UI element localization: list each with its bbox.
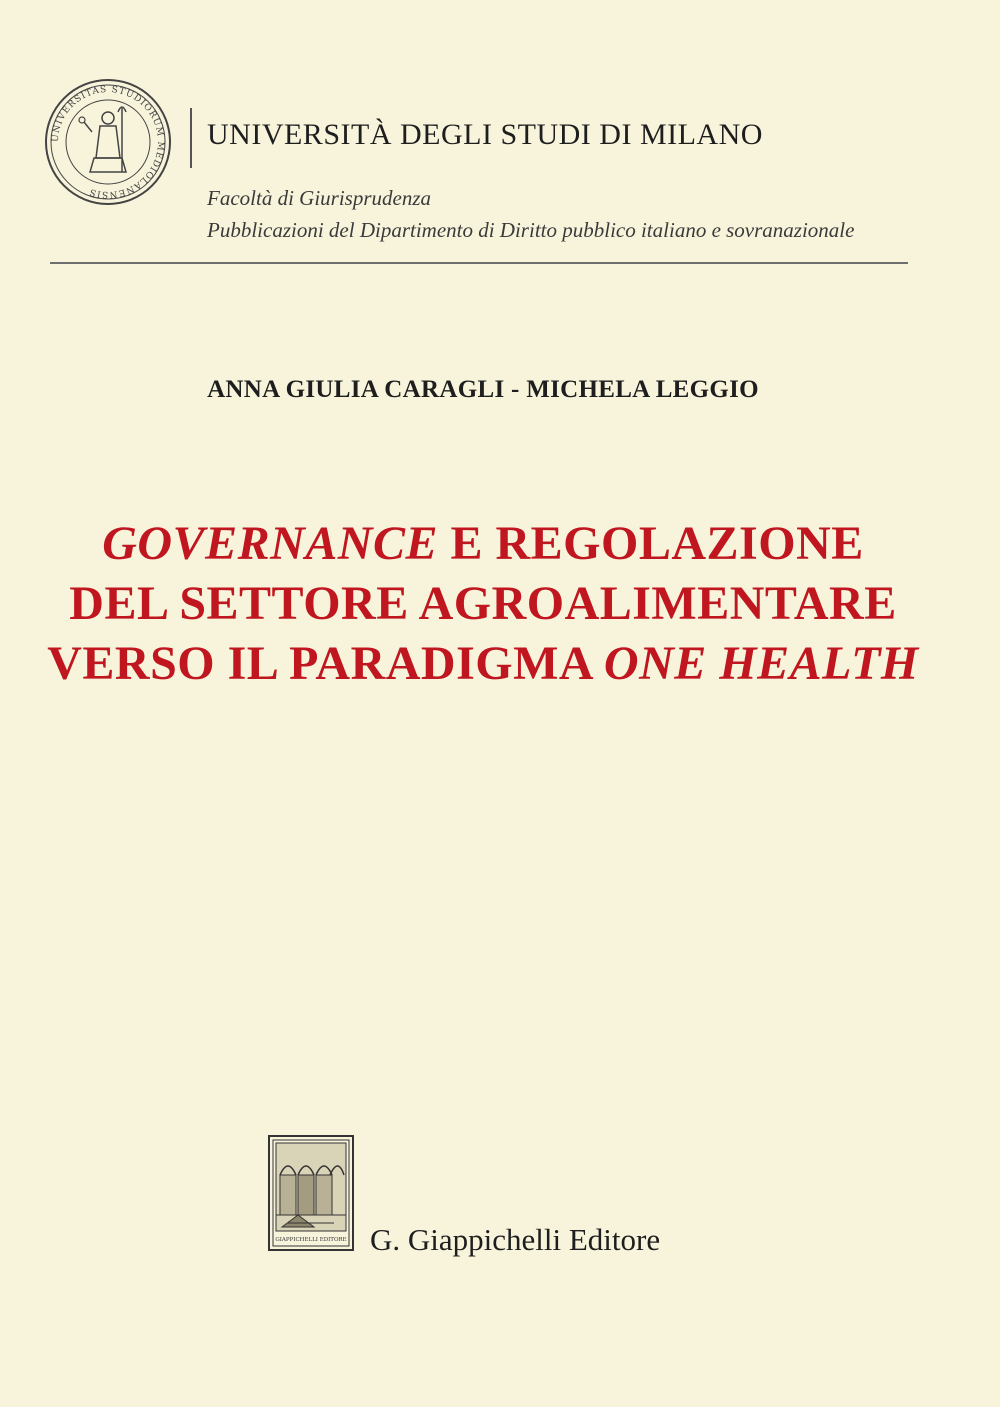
title-one-health: ONE HEALTH <box>603 637 919 690</box>
faculty-name: Facoltà di Giurisprudenza <box>207 186 431 210</box>
authors: ANNA GIULIA CARAGLI - MICHELA LEGGIO <box>207 376 759 403</box>
publisher-name: G. Giappichelli Editore <box>370 1222 661 1257</box>
title-line-3-start: VERSO IL PARADIGMA <box>47 637 604 690</box>
publisher-logo-icon <box>268 1135 354 1251</box>
title-line-3 <box>0 634 966 694</box>
title-line-1-rest: E REGOLAZIONE <box>437 517 864 570</box>
title-line-2: DEL SETTORE AGROALIMENTARE <box>69 577 897 630</box>
university-seal-icon <box>44 78 172 206</box>
title-governance: GOVERNANCE <box>102 517 438 570</box>
title-line-1 <box>0 514 966 574</box>
svg-text:UNIVERSITAS STUDIORUM MEDIOLAN: UNIVERSITAS STUDIORUM MEDIOLANENSIS <box>50 84 166 200</box>
header-rule <box>50 262 908 264</box>
header-divider <box>190 108 192 168</box>
department-series: Pubblicazioni del Dipartimento di Diritto pubblico italiano e sovranazionale <box>207 218 855 242</box>
university-name: UNIVERSITÀ DEGLI STUDI DI MILANO <box>207 118 763 151</box>
book-title <box>0 514 966 694</box>
svg-text:GIAPPICHELLI EDITORE: GIAPPICHELLI EDITORE <box>275 1237 347 1243</box>
